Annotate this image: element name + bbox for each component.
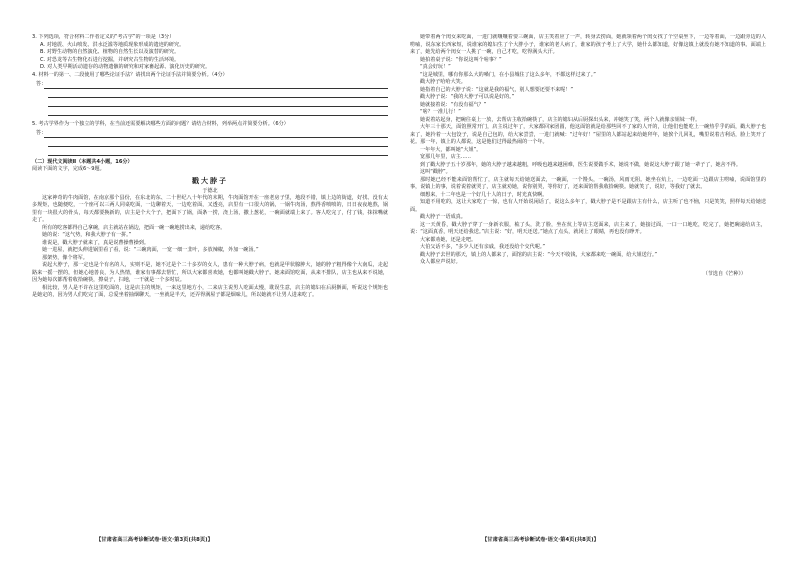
article-paragraph: 大伯父话不多，“多少人还有亲戚，我还没给个交代呢。” <box>420 244 545 250</box>
page-footer-left: 【甘肃省高三高考诊断试卷·语文·第3页(共8页)】 <box>96 537 213 543</box>
article-paragraph: 相比较，男人是不许在这里吃面的，这是店主的规矩，一来这里地方小，二来店主说男人吃面太慢，耽误生意，店主的媳妇在后厨擀面，听说这个规矩也是她定的，因为男人们吃完了面，总爱坐着抽烟聊天，一坐就是半天，还弄得满屋子都是烟味儿，所以她就不让男人进来吃了。 <box>32 284 388 298</box>
article-paragraph: 她就接着说：“有没有福气？” <box>420 101 487 108</box>
question-3-option-a: A. 对地震、火山喷发、洪水泛滥等地质现象形成的遗迹的研究。 <box>40 41 185 48</box>
excerpt-source: （节选自《芒种》） <box>702 270 746 277</box>
question-4-stem: 4. 材料一的第一、二段使用了哪些论证手法？请找出两个论证手法并简要分析。（4分） <box>32 71 228 78</box>
article-paragraph: 到了戳大脖子五十岁那年，她的大脖子越来越粗，呼吸也越来越困难，医生说要做手术，她说不做，她说这大脖子跟了她一辈子了，她舍不得。 <box>420 161 741 168</box>
article-paragraph: 谁说是，戳大脖子就来了，真是说曹操曹操到。 <box>42 239 149 246</box>
answer-label: 答： <box>36 130 47 136</box>
answer-line <box>44 132 388 138</box>
article-title: 戳大脖子 <box>192 176 228 185</box>
answer-line <box>48 98 388 107</box>
article-paragraph: 知道不用吃的，这让大家吃了一惊，也有人开始说闲话了，说这么多年了，戳大脖子是不是跟店主有什么，店主听了也不恼，只是笑笑，照样每天给她送面。 <box>410 199 766 213</box>
question-5-stem: 5. 考古学界作为一个独立的学科，在当前还需要解决哪些方面的问题？请结合材料，列举两点并简要分析。（6分） <box>32 120 289 127</box>
article-paragraph: “这是城里，哪有你那么大的嗓门，在小县城住了这么多年，不都这样过来了。” <box>420 71 596 78</box>
article-paragraph: 戳大脖子哈哈大笑。 <box>420 79 466 85</box>
article-paragraph: “啥？一准儿行！” <box>420 109 461 115</box>
article-paragraph: 这一天黄昏，戳大脖子穿了一身新衣服，梳了头，洗了脸，坐在炕上等店主送面来，店主来了，她接过面，一口一口地吃，吃完了，她把碗递给店主，说：“这面真香，明天还给我送。”店主说：“好，明天还送。”她点了点头，就闭上了眼睛，再也没有睁开。 <box>410 221 766 235</box>
article-paragraph: 她说着站起身，把碗往桌上一放，去帮店主收拾碗筷了，店主的媳妇从后厨探出头来，冲她笑了笑，两个人就像亲姐妹一样。 <box>420 116 701 123</box>
article-paragraph: 戳大脖子去世的那天，镇上的人都来了，面馆的店主说：“今天不收钱，大家都来吃一碗面，给大姐送行。” <box>420 251 658 258</box>
article-author: 于德北 <box>202 187 218 194</box>
answer-label: 答： <box>36 81 47 87</box>
article-paragraph: 这叫“戳脖”。 <box>420 169 451 175</box>
reading-instruction: 阅读下面的文字，完成6～9题。 <box>32 166 105 172</box>
question-3-option-c: C. 对恐龙等古生物化石进行挖掘，并研究古生物的生活环境。 <box>40 56 180 63</box>
question-3-option-b: B. 对野生动物的自然演化、植物的自然生长以及演替的研究。 <box>40 49 180 55</box>
question-3-stem: 3. 下列选项，符合材料二作者定义的“考古学”的一项是（3分） <box>32 34 175 40</box>
article-paragraph: 她拍着桌子说：“你说这叫个啥事？” <box>420 56 502 63</box>
question-4-answer-area[interactable] <box>32 81 388 89</box>
article-paragraph: 那架势，像个将军。 <box>42 254 88 261</box>
article-paragraph: 大年三十那天，面馆照常开门，店主说过年了，大家都回家团圆，他这面馆就是给那些回不了家的人开的，让他们也能吃上一碗热乎乎的面，戳大脖子也来了，她拎着一大包饺子，说是自己包的，给大家尝尝，一进门就喊：“过年好！”屋里的人都站起来给她拜年，她挨个儿回礼，嘴里说着吉利话，脸上笑开了花。那一年，镇上的人都说，这是他们过得最热闹的一个年。 <box>410 124 766 145</box>
section-heading: （二）现代文阅读Ⅱ（本题共4小题，16分） <box>32 158 133 165</box>
article-paragraph: 她的说：“这气势，和我大脖子有一拼。” <box>42 232 132 238</box>
left-page <box>32 34 388 536</box>
question-3-option-d: D. 对人类早期活动遗存的动物遗骸的研究和对家畜起源、演化历史的研究。 <box>40 64 211 70</box>
answer-line <box>48 147 388 156</box>
article-paragraph: “真会好玩！” <box>420 64 451 70</box>
article-paragraph: 她带着两个闺女来吃面，一进门就嚷嚷着要三碗面，店主笑着应了一声，转身去捞面，她就领着两个闺女找了个空桌坐下，一边等着面，一边跟旁边的人唠嗑，说东家长西家短，说谁家的媳妇生了个大胖小子，谁家的老人病了，谁家的孩子考上了大学，她什么都知道，好像这镇上就没有她不知道的事。面端上来了，她先给两个闺女一人挑了一碗，自己才吃，吃得满头大汗。 <box>410 34 766 55</box>
right-page <box>410 34 766 536</box>
answer-line <box>44 83 388 89</box>
article-paragraph: 这家神奇的牛肉面馆，在南京那个县份，在东北的东、二十世纪八十年代的末期，牛肉面馆开在一座老房子里，地段不错，镇上边的街道，好找、没有太多规矩，也随便吃，一个座可以三两人同桌吃面，一边聊着天，一边吃着面，又透亮，店里有一口很大的锅，一锅牛肉汤，熬得香喷喷的，日日夜夜地熬，锅里有一块很大的骨头，每天都要换新的，店主是个大个子，把面下了锅，面条一捞，浇上汤，撒上葱花，一碗面就端上来了。客人吃完了，付了钱，抹抹嘴就走了。 <box>32 194 388 223</box>
page-footer-right: 【甘肃省高三高考诊断试卷·语文·第4页(共8页)】 <box>482 537 599 543</box>
article-paragraph: 所有的吃客都得自己拿碗，店主就站在锅边，把面一碗一碗地捞出来，递给吃客。 <box>42 224 226 231</box>
article-paragraph: 她指着自己的大脖子说：“这就是我的福气，别人想要还要不来呢！” <box>420 86 573 93</box>
article-paragraph: 一年年大，都叫她“大姐”。 <box>420 146 482 153</box>
article-paragraph: 细想来，十二年也是一个好几十人的日子，时光真快啊。 <box>420 191 548 198</box>
article-paragraph: 众人都应声说好。 <box>420 259 461 265</box>
answer-line <box>48 89 388 98</box>
article-paragraph: 说起大脖子，那一定也是个有名的人，实则不是，她不过是个二十多岁的女人，患有一种大脖子病，也就是甲状腺肿大，她的脖子粗得像个大南瓜，走起路来一摇一摆的，但她心地善良，为人热情，谁家有事都去帮忙，所以大家都喜欢她，也都叫她戳大脖子。她来面馆吃面，从来不排队，店主也从来不说她，因为她每次都帮着收拾碗筷，擦桌子，扫地，一干就是一个多时辰。 <box>32 262 388 283</box>
article-paragraph: 那时她已经不能来面馆帮忙了，店主就每天给她送面去，一碗面，一个馒头，一碗汤，风雨无阻。她坐在炕上，一边吃面一边跟店主唠嗑，说面馆里的事，说镇上的事，说着说着就哭了，店主就劝她，说你别哭，等你好了，还来面馆帮我收拾碗筷。她就笑了，说好，等我好了就去。 <box>410 176 766 190</box>
article-paragraph: 戳大脖子说：“我的大脖子可以说是好的。” <box>420 94 515 100</box>
answer-line <box>48 107 388 116</box>
article-paragraph: 宽那几年里，店主…… <box>420 154 471 160</box>
article-paragraph: 她一进屋，就把头伸进锅里看了看，说：“三碗肉面，一宽一细一韭叶，多放辣椒，外加一碗汤。” <box>42 247 259 253</box>
article-paragraph: 戳大脖子一语成真。 <box>420 214 466 220</box>
answer-line <box>48 138 388 147</box>
question-5-answer-area[interactable] <box>32 130 388 138</box>
article-paragraph: 大家都劝她，还是走吧。 <box>420 236 477 243</box>
